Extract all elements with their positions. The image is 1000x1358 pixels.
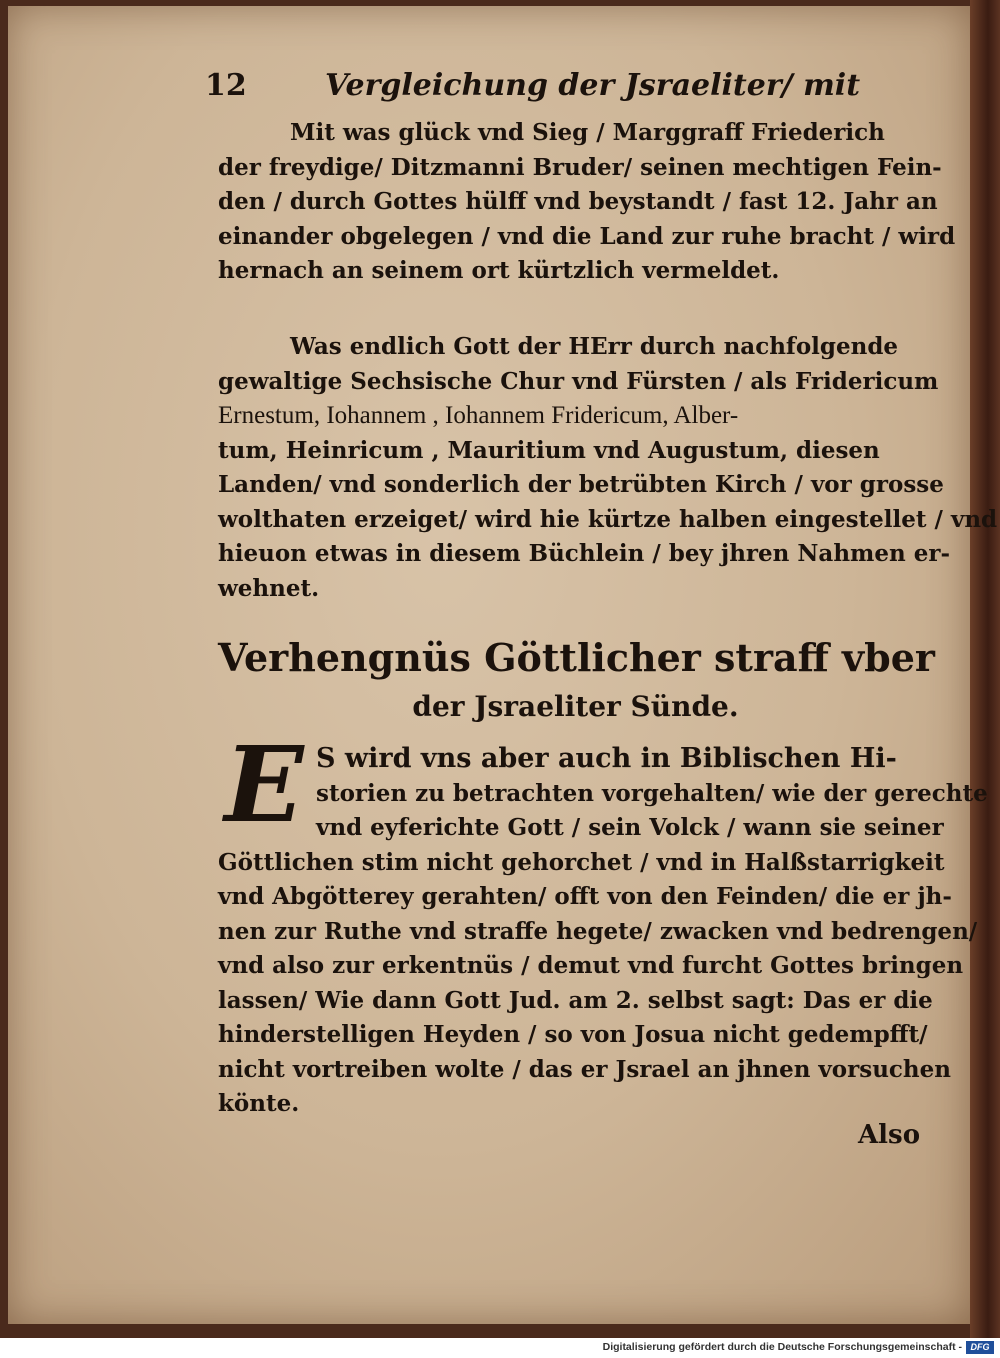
text-line: hernach an seinem ort kürtzlich vermeldet. <box>218 257 780 284</box>
text-line: wolthaten erzeiget/ wird hie kürtze halben eingestellet / vnd <box>218 505 998 533</box>
running-head-title: Vergleichung der Jsraeliter/ mit <box>325 68 861 103</box>
text-line: den / durch Gottes hülff vnd beystandt / fast 12. Jahr an <box>218 188 938 215</box>
text-line: der freydige/ Ditzmanni Bruder/ seinen mechtigen Fein- <box>218 153 942 181</box>
book-edge <box>970 0 1000 1338</box>
text-line: hinderstelligen Heyden / so von Josua nicht gedempfft/ <box>218 1021 928 1048</box>
text-line: Landen/ vnd sonderlich der betrübten Kirch / vor grosse <box>218 471 944 498</box>
page-number: 12 <box>205 68 247 103</box>
catchword: Also <box>858 1120 921 1150</box>
text-line: Göttlichen stim nicht gehorchet / vnd in Halßstarrigkeit <box>218 848 945 876</box>
paragraph-1 <box>218 116 955 289</box>
dfg-logo-icon: DFG <box>966 1341 994 1354</box>
text-line: nicht vortreiben wolte / das er Jsrael an jhnen vorsuchen <box>218 1055 952 1083</box>
paragraph-3 <box>218 742 988 1122</box>
text-line: S wird vns aber auch in Biblischen Hi- <box>316 743 897 774</box>
text-line: vnd also zur erkentnüs / demut vnd furcht Gottes bringen <box>218 952 964 979</box>
section-heading: Verhengnüs Göttlicher straff vber <box>218 635 935 680</box>
text-line: tum, Heinricum , Mauritium vnd Augustum, diesen <box>218 436 880 464</box>
footer-bar <box>0 1338 1000 1358</box>
running-head <box>205 68 861 103</box>
text-line: Mit was glück vnd Sieg / Marggraff Friederich <box>290 119 885 146</box>
section-subheading: der Jsraeliter Sünde. <box>412 690 739 723</box>
text-line: nen zur Ruthe vnd straffe hegete/ zwacken vnd bedrengen/ <box>218 917 978 945</box>
text-line: Was endlich Gott der HErr durch nachfolgende <box>290 333 899 360</box>
text-line: hieuon etwas in diesem Büchlein / bey jhren Nahmen er- <box>218 540 951 567</box>
text-line: vnd eyferichte Gott / sein Volck / wann sie seiner <box>316 814 944 841</box>
text-line: wehnet. <box>218 574 320 602</box>
paragraph-2 <box>218 330 997 606</box>
text-line: einander obgelegen / vnd die Land zur ruhe bracht / wird <box>218 222 956 250</box>
text-line: lassen/ Wie dann Gott Jud. am 2. selbst sagt: Das er die <box>218 986 933 1014</box>
text-line: vnd Abgötterey gerahten/ offt von den Feinden/ die er jh- <box>218 883 952 910</box>
text-line: könte. <box>218 1090 300 1117</box>
text-line: storien zu betrachten vorgehalten/ wie der gerechte <box>316 779 988 807</box>
text-line: Ernestum, Iohannem , Iohannem Fridericum, Alber- <box>218 402 739 429</box>
funding-credit: Digitalisierung gefördert durch die Deutsche Forschungsgemeinschaft - <box>602 1341 962 1353</box>
drop-cap-initial: E <box>224 723 304 846</box>
text-line: gewaltige Sechsische Chur vnd Fürsten / als Fridericum <box>218 367 939 395</box>
